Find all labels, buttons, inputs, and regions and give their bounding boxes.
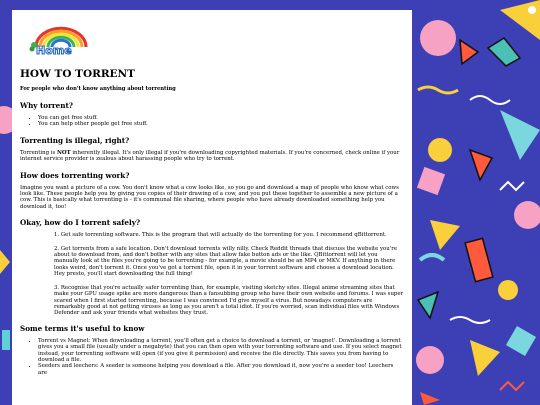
illegal-paragraph <box>20 150 404 163</box>
home-link[interactable] <box>28 23 98 57</box>
step-item: 1. Get safe torrenting software. This is the program that will actually do the torrenting for you. I recommend qBittorrent. <box>54 232 387 239</box>
how-paragraph: Imagine you want a picture of a cow. You don't know what a cow looks like, so you go and download a map of people who know what cows look like. These people help you by giving you copies of their drawing of a cow, and you put these together to assemble a new picture of a cow. This is basically what torrenting is - it's communal file sharing, where people who have already downloaded something help you download it, too! <box>20 184 399 210</box>
list-item: • Torrent vs Magnet: When downloading a torrent, you'll often get a choice to download a torrent, or 'magnet'. Downloading a torrent gives you a small file (usually under a megabyte) that you can then open with your torrenting software and use. If you select magnet instead, your torrenting software will open (if you give it permission) and receive the file directly. This saves you from having to download a file. <box>38 338 404 364</box>
article <box>20 68 404 384</box>
home-logo-text: Home <box>36 44 72 57</box>
list-item: • You can get free stuff. <box>38 115 404 121</box>
step-item: 2. Get torrents from a safe location. Don't download torrents willy nilly. Check Reddit threads that discuss the website you're about to download from, and don't bother with any sites that allow fake button ads or the like. QBittorrent will let you manually look at the files you're going to be torrenting - for example, a movie should be an MP4 or MKV. If anything in there looks weird, don't torrent it. Once you've got a torrent file, open it in your torrent software and choose a download location. Hey presto, you'll start downloading the full thing! <box>54 245 398 278</box>
section-heading-illegal: Torrenting is illegal, right? <box>20 135 130 145</box>
section-heading-why: Why torrent? <box>20 101 73 110</box>
step-item: 3. Recognise that you're actually safer torrenting than, for example, visiting sketchy sites. Illegal anime streaming sites that make your GPU usage spike are more dangerous than a fansubbing group who have their own website and forums. I was super scared when I first started torrenting, because I was convinced I'd give myself a virus. But nowadays computers are remarkably good at not getting viruses as long as you aren't a total idiot. If you're worried, scan individual files with Windows Defender and ask your friends what websites they trust. <box>54 284 404 317</box>
section-heading-how: How does torrenting work? <box>20 170 130 180</box>
page-subtitle: For people who don't know anything about torrenting <box>20 86 176 92</box>
section-heading-terms: Some terms it's useful to know <box>20 323 145 333</box>
why-list <box>20 115 404 128</box>
page-title: HOW TO TORRENT <box>20 68 135 80</box>
safety-steps <box>54 232 404 316</box>
illegal-text-end: inherently illegal. It's only illegal if you're downloading copyrighted materials. If you're concerned, check online if your internet service provider is zealous about harassing people who try to torrent. <box>20 149 400 163</box>
section-heading-safely: Okay, how do I torrent safely? <box>20 218 141 228</box>
terms-list <box>20 338 404 376</box>
main-page <box>12 10 412 405</box>
list-item: • Seeders and leechers: A seeder is someone helping you download a file. After you download it, now you're a seeder too! Leechers are <box>38 363 404 376</box>
list-item: • You can help other people get free stuff. <box>38 121 404 127</box>
illegal-emphasis: NOT <box>56 149 71 156</box>
illegal-text-start: Torrenting is <box>20 149 57 156</box>
